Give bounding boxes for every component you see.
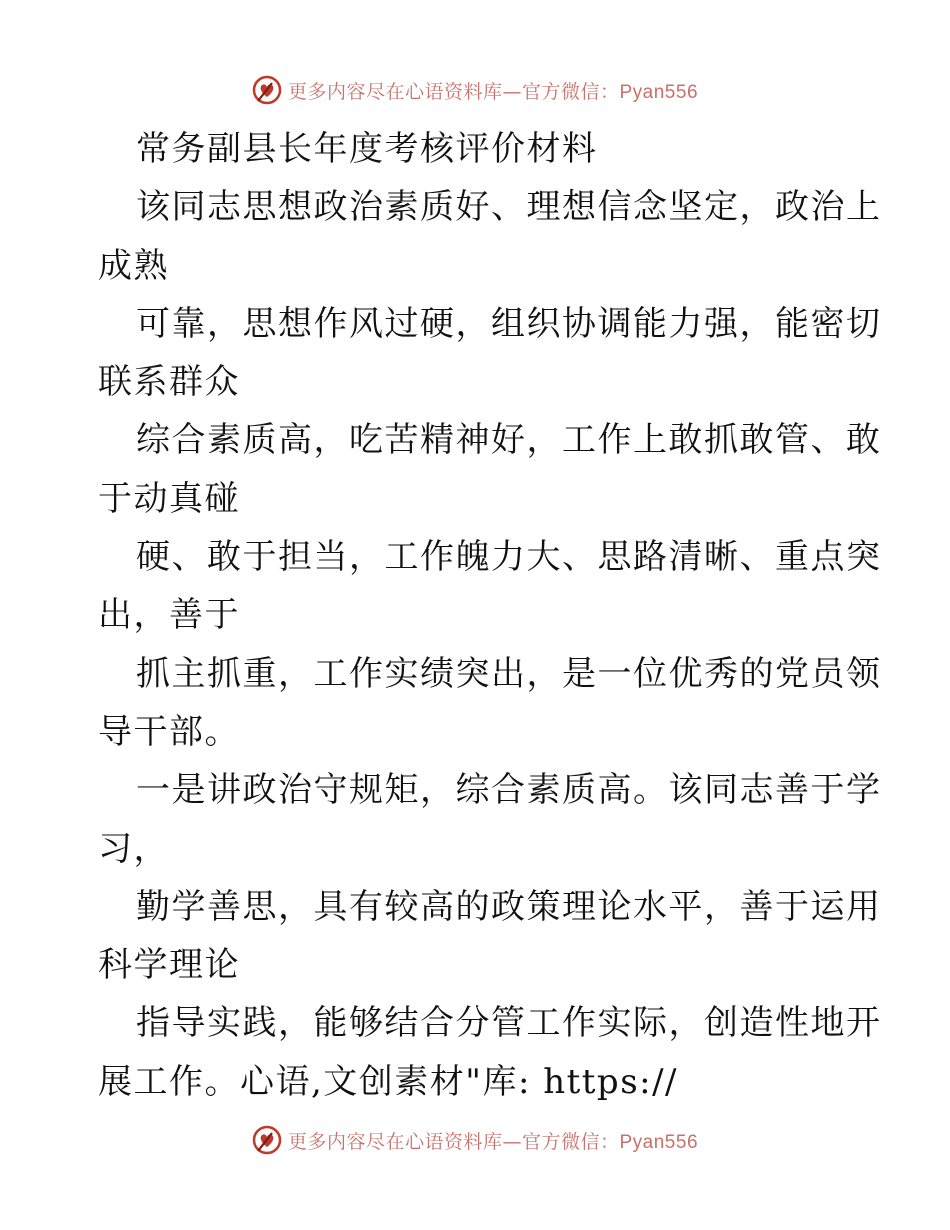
wechat-id: Pyan556 <box>619 81 699 103</box>
header-banner <box>0 72 950 108</box>
wechat-id: Pyan556 <box>619 1131 699 1153</box>
heart-pen-logo-icon <box>252 75 282 105</box>
heart-pen-logo-icon <box>252 1125 282 1155</box>
paragraph-line: 导干部。 <box>98 711 240 752</box>
paragraph-line: 联系群众 <box>98 362 240 403</box>
banner-text: 更多内容尽在心语资料库—官方微信：Pyan556 <box>287 80 699 103</box>
paragraph-line: 一是讲政治守规矩，综合素质高。该同志善于学 <box>136 770 882 811</box>
document-title: 常务副县长年度考核评价材料 <box>136 129 598 169</box>
footer-banner <box>0 1122 950 1158</box>
paragraph-line: 勤学善思，具有较高的政策理论水平，善于运用 <box>136 886 882 927</box>
paragraph-line: 成熟 <box>98 245 169 286</box>
paragraph-line: 展工作。心语,文创素材"库: https:// <box>98 1061 679 1102</box>
paragraph-line: 硬、敢于担当，工作魄力大、思路清晰、重点突 <box>136 537 882 578</box>
banner-text: 更多内容尽在心语资料库—官方微信：Pyan556 <box>287 1130 699 1153</box>
paragraph-line: 于动真碰 <box>98 478 240 519</box>
paragraph-line: 习， <box>98 828 169 869</box>
paragraph-line: 该同志思想政治素质好、理想信念坚定，政治上 <box>136 187 882 228</box>
paragraph-line: 指导实践，能够结合分管工作实际，创造性地开 <box>136 1003 882 1044</box>
paragraph-line: 可靠，思想作风过硬，组织协调能力强，能密切 <box>136 303 882 344</box>
paragraph-line: 抓主抓重，工作实绩突出，是一位优秀的党员领 <box>136 653 882 694</box>
document-body <box>98 120 882 1111</box>
paragraph-line: 综合素质高，吃苦精神好，工作上敢抓敢管、敢 <box>136 420 882 461</box>
paragraph-line: 出，善于 <box>98 595 240 636</box>
paragraph-line: 科学理论 <box>98 945 240 986</box>
